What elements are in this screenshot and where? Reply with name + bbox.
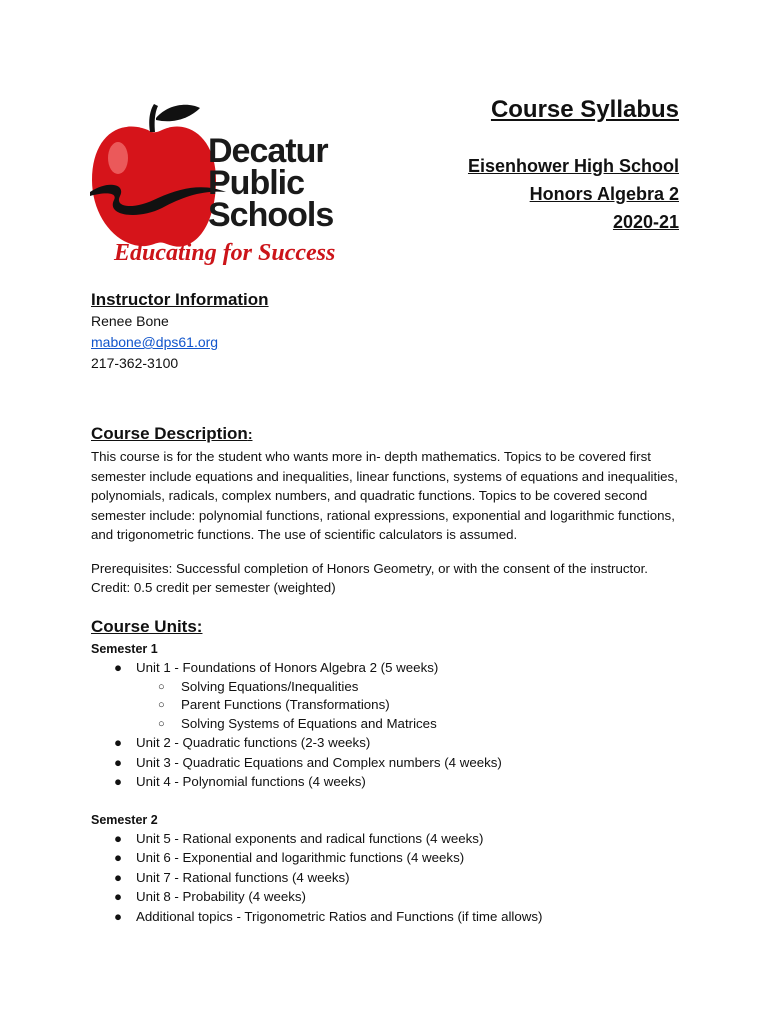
page-title: Course Syllabus — [490, 96, 679, 123]
course-name: Honors Algebra 2 — [529, 184, 679, 204]
list-item: ○ Parent Functions (Transformations) — [136, 696, 691, 715]
units-heading: Course Units: — [91, 617, 203, 636]
prerequisites-text: Prerequisites: Successful completion of Honors Geometry, or with the consent of the instructor. — [91, 560, 649, 576]
district-logo — [88, 100, 350, 270]
semester-2-label: Semester 2 — [91, 812, 158, 827]
unit-1-topics — [136, 678, 691, 734]
logo-tagline: Educating for Success — [114, 240, 336, 266]
semester-1-label: Semester 1 — [91, 642, 158, 656]
bullet-icon: ● — [114, 774, 123, 789]
credit-text: Credit: 0.5 credit per semester (weighted) — [91, 580, 336, 595]
semester-2-list — [91, 829, 691, 927]
logo-line-1: Decatur — [208, 132, 328, 170]
unit-label: Unit 1 - Foundations of Honors Algebra 2 (5 weeks) — [136, 660, 439, 675]
bullet-icon: ● — [114, 889, 123, 904]
logo-line-3: Schools — [208, 196, 334, 234]
list-item: ● Unit 2 - Quadratic functions (2-3 weeks) — [91, 733, 691, 753]
instructor-name: Renee Bone — [91, 313, 169, 329]
list-item: ● Unit 3 - Quadratic Equations and Complex numbers (4 weeks) — [91, 753, 691, 773]
bullet-icon: ● — [114, 660, 123, 675]
bullet-icon: ● — [114, 850, 123, 865]
bullet-icon: ● — [114, 754, 123, 770]
instructor-section — [91, 289, 691, 374]
description-section — [91, 423, 683, 598]
bullet-icon: ● — [114, 735, 123, 750]
instructor-email-link[interactable]: mabone@dps61.org — [91, 334, 219, 350]
units-section — [91, 616, 691, 926]
list-item: ● Unit 7 - Rational functions (4 weeks) — [91, 868, 691, 888]
description-heading: Course Description — [91, 424, 248, 443]
list-item — [91, 658, 691, 733]
description-heading-colon: : — [247, 426, 253, 442]
circle-bullet-icon: ○ — [158, 680, 165, 693]
list-item: ○ Solving Systems of Equations and Matrices — [136, 715, 691, 734]
list-item: ● Unit 8 - Probability (4 weeks) — [91, 887, 691, 907]
school-year: 2020-21 — [612, 212, 679, 232]
instructor-phone: 217-362-3100 — [91, 355, 179, 371]
bullet-icon: ● — [114, 830, 123, 846]
list-item: ● Unit 6 - Exponential and logarithmic functions (4 weeks) — [91, 848, 691, 868]
document-header — [468, 95, 679, 236]
list-item: ● Additional topics - Trigonometric Ratios and Functions (if time allows) — [91, 907, 691, 927]
circle-bullet-icon: ○ — [158, 699, 165, 711]
bullet-icon: ● — [114, 908, 123, 924]
semester-1-list — [91, 658, 691, 792]
instructor-heading: Instructor Information — [91, 290, 269, 309]
school-name: Eisenhower High School — [467, 156, 679, 176]
apple-leaf — [156, 105, 200, 121]
list-item: ○ Solving Equations/Inequalities — [136, 678, 691, 697]
bullet-icon: ● — [114, 869, 123, 885]
description-text: This course is for the student who wants more in- depth mathematics. Topics to be covered first semester include equations and inequalities, linear functions, systems of equations and inequalities, polynomials, radicals, complex numbers, and quadratic functions. Topics to be covered second semester include: polynomial functions, rational expressions, exponential and logarithmic functions, and trigonometric functions. The use of scientific calculators is assumed. — [91, 449, 678, 542]
list-item: ● Unit 4 - Polynomial functions (4 weeks) — [91, 772, 691, 792]
list-item: ● Unit 5 - Rational exponents and radical functions (4 weeks) — [91, 829, 691, 849]
circle-bullet-icon: ○ — [158, 717, 165, 730]
logo-line-2: Public — [208, 164, 305, 202]
